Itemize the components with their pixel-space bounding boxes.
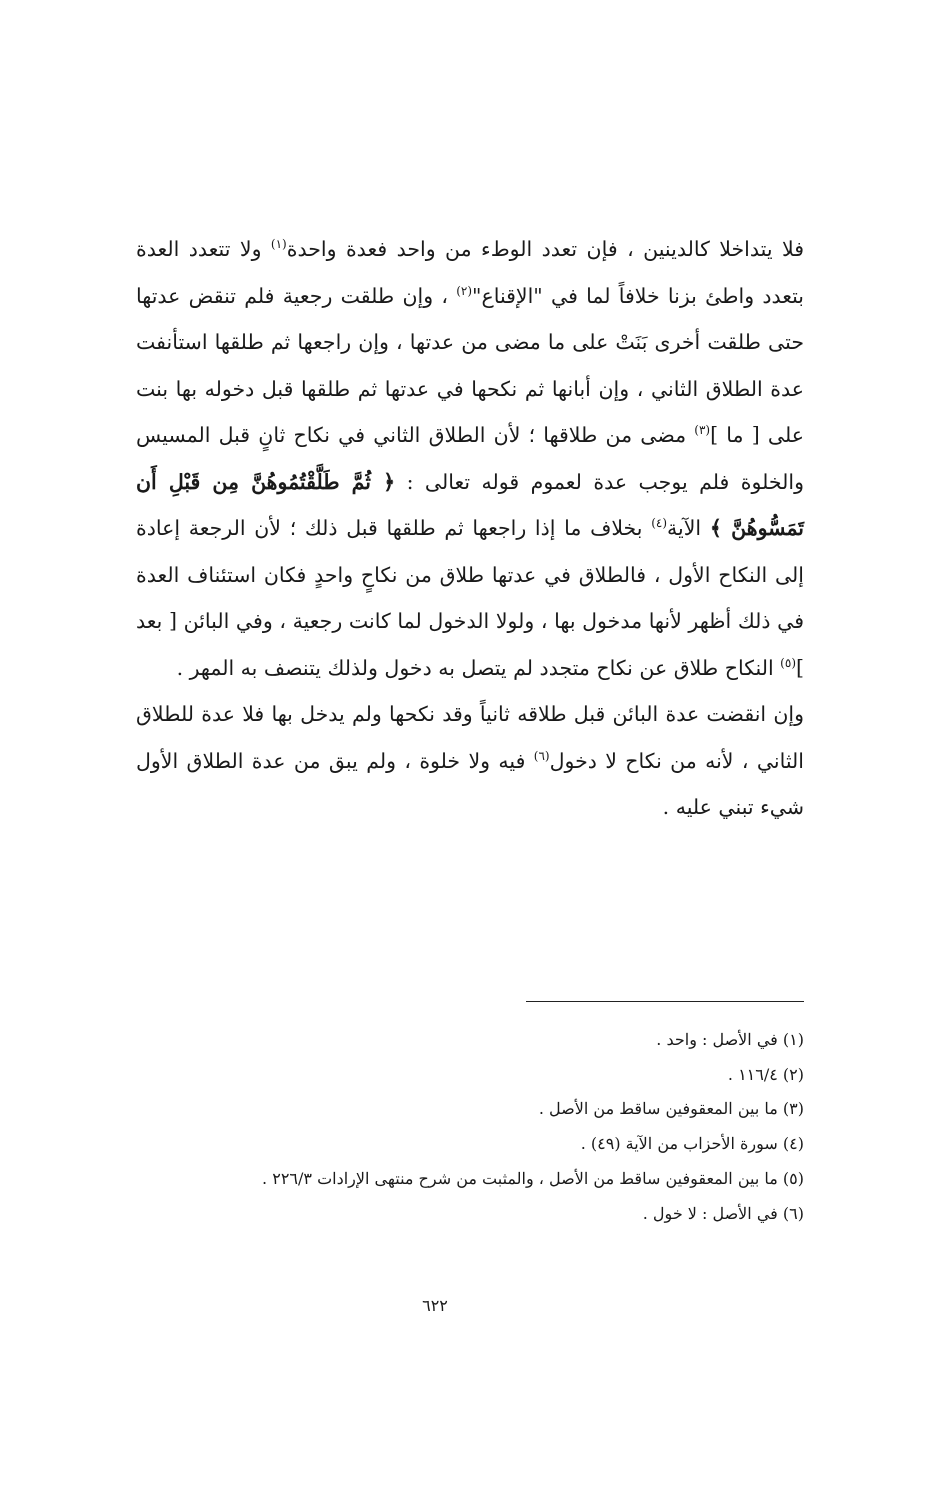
text-run: وإن انقضت عدة البائن قبل طلاقه ثانياً وقد نكحها ولم يدخل بها فلا عدة للطلاق الثاني ، لأنه من نكاح لا دخول [136, 702, 804, 773]
footnote-6: (٦) في الأصل : لا خول . [642, 1203, 804, 1223]
text-run: فلا يتداخلا كالدينين ، فإن تعدد الوطء من واحد فعدة واحدة [286, 237, 804, 261]
footnote-3: (٣) ما بين المعقوفين ساقط من الأصل . [538, 1099, 804, 1119]
paragraph-1 [136, 226, 804, 691]
main-text [136, 226, 804, 831]
text-run: ولا تتعدد العدة بتعدد واطئ بزنا خلافاً لما في "الإقناع" [136, 237, 805, 308]
text-run: مضى من طلاقها ؛ لأن الطلاق الثاني في نكاح ثانٍ قبل المسيس والخلوة فلم يوجب عدة لعموم قوله تعالى : [136, 423, 804, 494]
text-run: فيه ولا خلوة ، ولم يبق من عدة الطلاق الأول شيء تبني عليه . [136, 748, 804, 819]
text-run: الآية [667, 516, 710, 540]
footnote-marker-5: (٥) [780, 655, 796, 670]
footnote-separator [526, 1001, 804, 1002]
footnote-marker-6: (٦) [533, 748, 550, 763]
footnote-marker-3: (٣) [694, 423, 711, 438]
footnote-marker-2: (٢) [456, 283, 473, 298]
footnotes-list [136, 1023, 804, 1231]
text-run: ، وإن طلقت رجعية فلم تنقض عدتها حتى طلقت أخرى بَنَتْ على ما مضى من عدتها ، وإن راجعها ثم طلقها استأنفت عدة الطلاق الثاني ، وإن أبانها ثم نكحها في عدتها ثم طلقها قبل دخوله بها بنت على [ ما ] [136, 283, 804, 447]
text-run: بخلاف ما إذا راجعها ثم طلقها قبل ذلك ؛ لأن الرجعة إعادة إلى النكاح الأول ، فالطلاق في عدتها طلاق من نكاحٍ واحدٍ فكان استئناف العدة في ذلك أظهر لأنها مدخول بها ، ولولا الدخول لما كانت رجعية ، وفي البائن [ بعد ] [136, 516, 804, 680]
footnote-marker-4: (٤) [651, 516, 668, 531]
footnote-1: (١) في الأصل : واحد . [656, 1030, 804, 1049]
quran-verse: ﴿ ثُمَّ طَلَّقْتُمُوهُنَّ مِن قَبْلِ أَن تَمَسُّوهُنَّ ﴾ [136, 469, 805, 540]
text-run: النكاح طلاق عن نكاح متجدد لم يتصل به دخول ولذلك يتنصف به المهر . [176, 655, 781, 680]
footnote-marker-1: (١) [270, 237, 287, 252]
page-number: ٦٢٢ [422, 1296, 448, 1315]
paragraph-2 [136, 691, 804, 831]
footnote-2: (٢) ١١٦/٤ . [727, 1064, 804, 1084]
footnote-5: (٥) ما بين المعقوفين ساقط من الأصل ، والمثبت من شرح منتهى الإرادات ٢٢٦/٣ . [262, 1168, 804, 1188]
footnote-4: (٤) سورة الأحزاب من الآية (٤٩) . [580, 1134, 804, 1154]
